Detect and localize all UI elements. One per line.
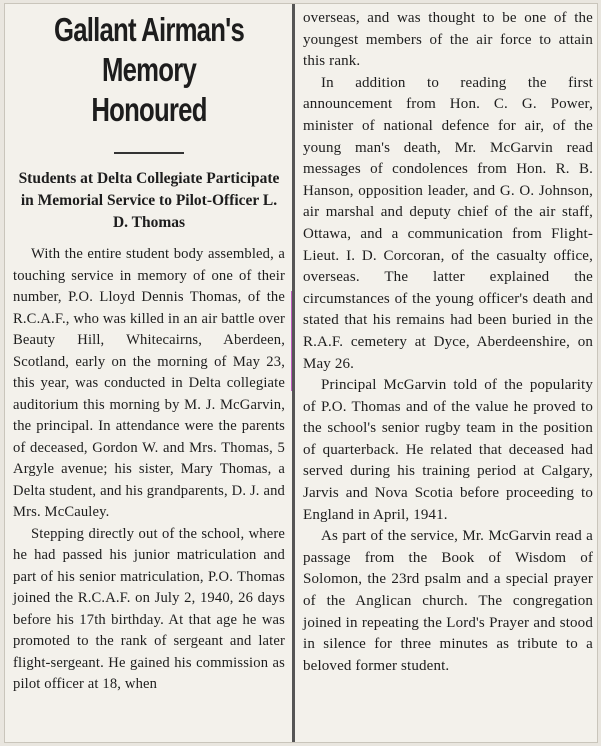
left-column — [13, 8, 285, 696]
body-paragraph: Stepping directly out of the school, where he had passed his junior matriculation and part of his senior matriculation, P.O. Thomas joined the R.C.A.F. on July 2, 1940, 26 days before his 17th birthday. At that age he was promoted to the rank of sergeant and later flight-sergeant. He gained his commission as pilot officer at 18, when — [13, 525, 285, 692]
headline-rule — [114, 152, 184, 154]
body-paragraph: In addition to reading the first announcement from Hon. C. G. Power, minister of national defence for air, of the young man's death, Mr. McGarvin read messages of condolences from Hon. R. B. Hanson, opposition leader, and G. O. Johnson, air marshal and deputy chief of the air staff, Ottawa, and a communication from Flight-Lieut. I. D. Corcoran, of the casualty office, overseas. The latter explained the circumstances of the young officer's death and stated that his remains had been buried in the R.A.F. cemetery at Dyce, Aberdeenshire, on May 26. — [303, 74, 593, 372]
body-paragraph: With the entire student body assembled, a touching service in memory of one of their number, P.O. Lloyd Dennis Thomas, of the R.C.A.F., who was killed in an air battle over Beauty Hill, Whitecairns, Aberdeen, Scotland, early on the morning of May 23, this year, was conducted in Delta collegiate auditorium this morning by M. J. McGarvin, the principal. In attendance were the parents of deceased, Gordon W. and Mrs. Thomas, 5 Argyle avenue; his sister, Mary Thomas, a Delta student, and his grandparents, D. J. and Mrs. McCauley. — [13, 246, 285, 520]
column-divider — [292, 4, 295, 742]
newspaper-clipping — [4, 3, 598, 743]
body-paragraph: As part of the service, Mr. McGarvin read a passage from the Book of Wisdom of Solomon, the 23rd psalm and a special prayer of the Anglican church. The congregation joined in repeating the Lord's Prayer and stood in silence for three minutes as tribute to a beloved former student. — [303, 528, 593, 674]
headline: Gallant Airman's Memory Honoured — [53, 11, 245, 128]
body-paragraph: Principal McGarvin told of the popularity of P.O. Thomas and of the value he proved to the school's senior rugby team in the position of quarterback. He related that deceased had served during his training period at Calgary, Jarvis and Nova Scotia before proceeding to England in April, 1941. — [303, 377, 593, 523]
right-column — [303, 8, 593, 677]
subheadline: Students at Delta Collegiate Participate in Memorial Service to Pilot-Officer L. D. Thomas — [18, 170, 280, 231]
margin-mark — [291, 291, 292, 391]
body-paragraph: overseas, and was thought to be one of the youngest members of the air force to attain this rank. — [303, 10, 593, 70]
